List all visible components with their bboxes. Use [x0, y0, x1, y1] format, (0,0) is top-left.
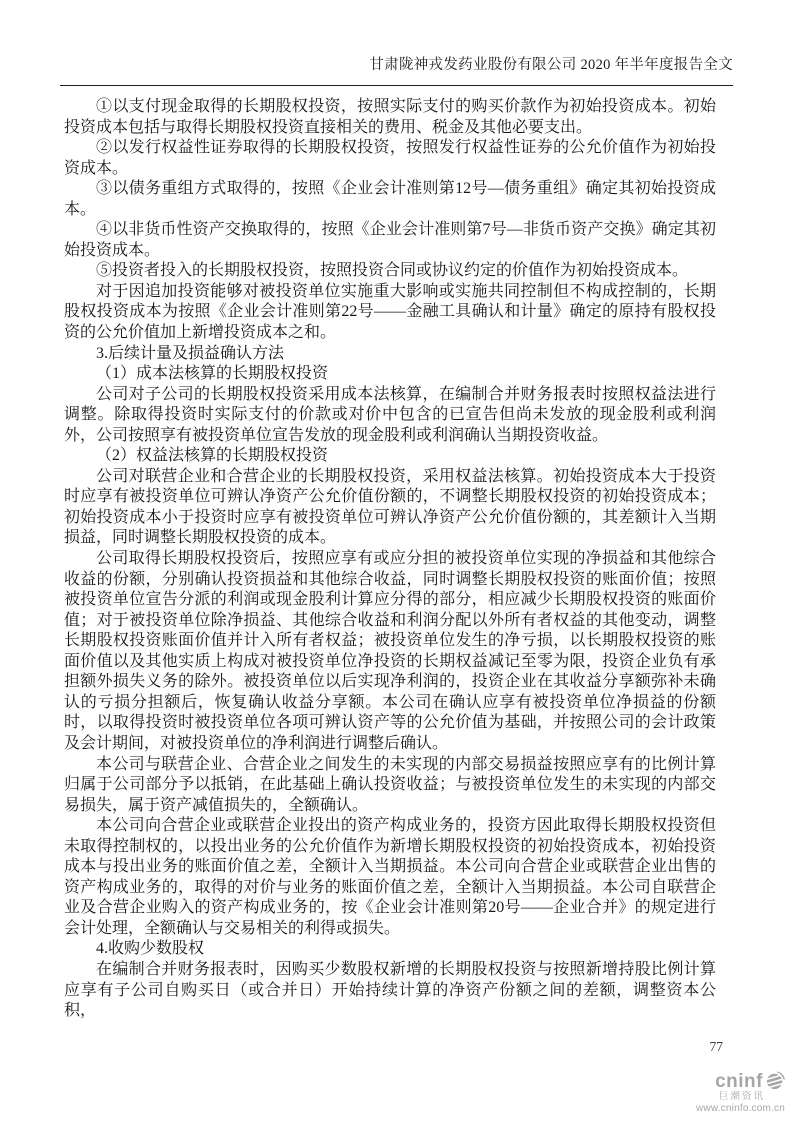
section-heading: （2）权益法核算的长期股权投资 — [96, 447, 329, 465]
body-paragraph: ④以非货币性资产交换取得的，按照《企业会计准则第7号—非货币资产交换》确定其初始投资成本。 — [64, 221, 716, 259]
header-rule — [60, 85, 733, 86]
body-paragraph: ③以债务重组方式取得的，按照《企业会计准则第12号—债务重组》确定其初始投资成本。 — [64, 180, 716, 218]
body-paragraph: 本公司与联营企业、合营企业之间发生的未实现的内部交易损益按照应享有的比例计算归属于公司部分予以抵销，在此基础上确认投资收益；与被投资单位发生的未实现的内部交易损失，属于资产减值损失的，全额确认。 — [64, 755, 716, 814]
cninfo-wordmark: cninf — [715, 1070, 763, 1092]
body-paragraph: 对于因追加投资能够对被投资单位实施重大影响或实施共同控制但不构成控制的，长期股权投资成本为按照《企业会计准则第22号——金融工具确认和计量》确定的原持有股权投资的公允价值加上新增投资成本之和。 — [64, 282, 716, 342]
body-paragraph: ①以支付现金取得的长期股权投资，按照实际支付的购买价款作为初始投资成本。初始投资成本包括与取得长期股权投资直接相关的费用、税金及其他必要支出。 — [64, 98, 716, 136]
body-paragraph: 在编制合并财务报表时，因购买少数股权新增的长期股权投资与按照新增持股比例计算应享有子公司自购买日（或合并日）开始持续计算的净资产份额之间的差额，调整资本公积， — [64, 960, 716, 1020]
document-body — [64, 97, 716, 1022]
section-heading: （1）成本法核算的长期股权投资 — [96, 365, 329, 383]
body-paragraph: 公司取得长期股权投资后，按照应享有或应分担的被投资单位实现的净损益和其他综合收益的份额，分别确认投资损益和其他综合收益，同时调整长期股权投资的账面价值；按照被投资单位宣告分派的利润或现金股利计算应分得的部分，相应减少长期股权投资的账面价值；对于被投资单位除净损益、其他综合收益和利润分配以外所有者权益的其他变动，调整长期股权投资账面价值并计入所有者权益；被投资单位发生的净亏损，以长期股权投资的账面价值以及其他实质上构成对被投资单位净投资的长期权益减记至零为限，投资企业负有承担额外损失义务的除外。被投资单位以后实现净利润的，投资企业在其收益分享额弥补未确认的亏损分担额后，恢复确认收益分享额。本公司在确认应享有被投资单位净损益的份额时，以取得投资时被投资单位各项可辨认资产等的公允价值为基础，并按照公司的会计政策及会计期间，对被投资单位的净利润进行调整后确认。 — [64, 550, 716, 752]
header-title: 甘肃陇神戎发药业股份有限公司 2020 年半年度报告全文 — [369, 57, 733, 73]
body-paragraph: 公司对子公司的长期股权投资采用成本法核算，在编制合并财务报表时按照权益法进行调整。除取得投资时实际支付的价款或对价中包含的已宣告但尚未发放的现金股利或利润外，公司按照享有被投资单位宣告发放的现金股利或利润确认当期投资收益。 — [64, 385, 716, 444]
section-heading: 4.收购少数股权 — [96, 940, 205, 958]
page-number: 77 — [709, 1039, 723, 1054]
body-paragraph: ②以发行权益性证券取得的长期股权投资，按照发行权益性证券的公允价值作为初始投资成本。 — [64, 139, 716, 177]
section-heading: 3.后续计量及损益确认方法 — [96, 344, 285, 362]
cninfo-swirl-icon — [765, 1071, 785, 1091]
body-paragraph: 本公司向合营企业或联营企业投出的资产构成业务的，投资方因此取得长期股权投资但未取得控制权的，以投出业务的公允价值作为新增长期股权投资的初始投资成本，初始投资成本与投出业务的账面价值之差，全额计入当期损益。本公司向合营企业或联营企业出售的资产构成业务的，取得的对价与业务的账面价值之差，全额计入当期损益。本公司自联营企业及合营企业购入的资产构成业务的，按《企业会计准则第20号——企业合并》的规定进行会计处理，全额确认与交易相关的利得或损失。 — [64, 817, 716, 937]
cninfo-logo — [681, 1071, 785, 1114]
cninfo-chinese-name: 巨潮资讯 — [718, 1091, 765, 1102]
body-paragraph: 公司对联营企业和合营企业的长期股权投资，采用权益法核算。初始投资成本大于投资时应享有被投资单位可辨认净资产公允价值份额的，不调整长期股权投资的初始投资成本；初始投资成本小于投资时应享有被投资单位可辨认净资产公允价值份额的，其差额计入当期损益，同时调整长期股权投资的成本。 — [64, 467, 716, 547]
cninfo-logo-top — [681, 1071, 785, 1091]
body-paragraph: ⑤投资者投入的长期股权投资，按照投资合同或协议约定的价值作为初始投资成本。 — [96, 262, 689, 280]
page-header — [60, 53, 733, 74]
cninfo-url: www.cninfo.com.cn — [696, 1102, 785, 1114]
